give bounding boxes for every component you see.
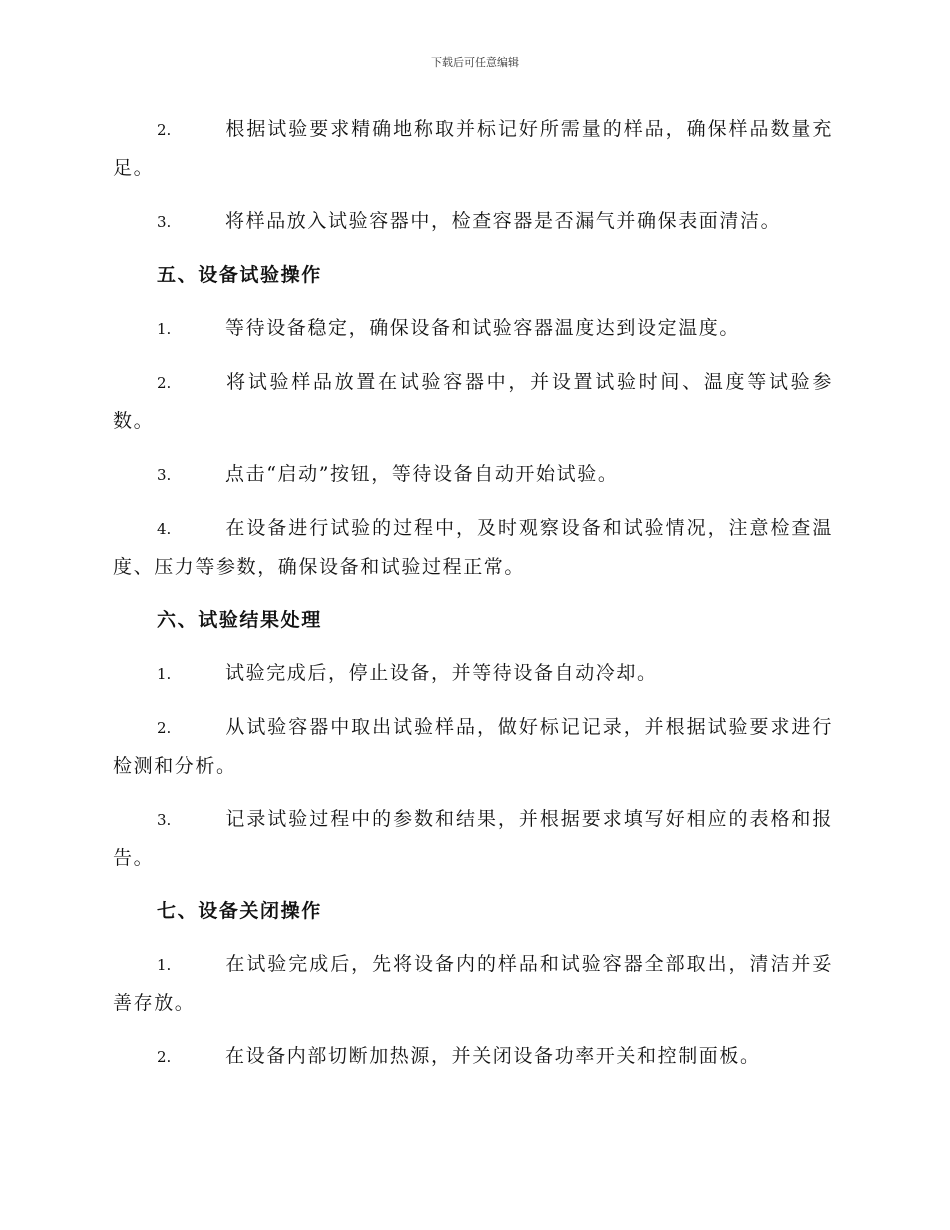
page-header: 下载后可任意编辑 [431,56,519,69]
list-item [113,202,833,241]
item-number: 2. [157,719,172,737]
item-number: 2. [157,1048,172,1066]
item-number: 1. [157,665,172,683]
list-item [113,110,833,187]
item-number: 2. [157,121,172,139]
item-number: 1. [157,320,172,338]
section-heading: 六、试验结果处理 [157,609,322,631]
item-number: 3. [157,213,172,231]
item-text: 在设备内部切断加热源，并关闭设备功率开关和控制面板。 [225,1045,761,1067]
item-number: 4. [157,520,172,538]
item-text: 将试验样品放置在试验容器中，并设置试验时间、温度等试验参数。 [113,371,833,432]
item-text: 等待设备稳定，确保设备和试验容器温度达到设定温度。 [225,317,741,339]
item-text: 从试验容器中取出试验样品，做好标记记录，并根据试验要求进行检测和分析。 [113,716,833,777]
list-item [113,654,833,693]
item-text: 在设备进行试验的过程中，及时观察设备和试验情况，注意检查温度、压力等参数，确保设备和试验过程正常。 [113,517,833,578]
item-text: 在试验完成后，先将设备内的样品和试验容器全部取出，清洁并妥善存放。 [113,953,833,1014]
list-item [113,363,833,440]
section-heading: 五、设备试验操作 [157,264,322,286]
list-item [113,455,833,494]
list-item [113,708,833,785]
list-item [113,509,833,586]
item-number: 2. [157,374,172,392]
section-heading: 七、设备关闭操作 [157,900,322,922]
list-item [113,309,833,348]
item-text: 将样品放入试验容器中，检查容器是否漏气并确保表面清洁。 [225,210,782,232]
list-item [113,800,833,877]
list-item [113,1037,833,1076]
item-text: 点击“启动”按钮，等待设备自动开始试验。 [225,463,619,485]
item-number: 3. [157,466,172,484]
item-text: 试验完成后，停止设备，并等待设备自动冷却。 [225,662,658,684]
item-number: 1. [157,956,172,974]
item-number: 3. [157,811,172,829]
item-text: 记录试验过程中的参数和结果，并根据要求填写好相应的表格和报告。 [113,808,833,869]
document-body [113,110,833,1091]
list-item [113,945,833,1022]
item-text: 根据试验要求精确地称取并标记好所需量的样品，确保样品数量充足。 [113,118,833,179]
